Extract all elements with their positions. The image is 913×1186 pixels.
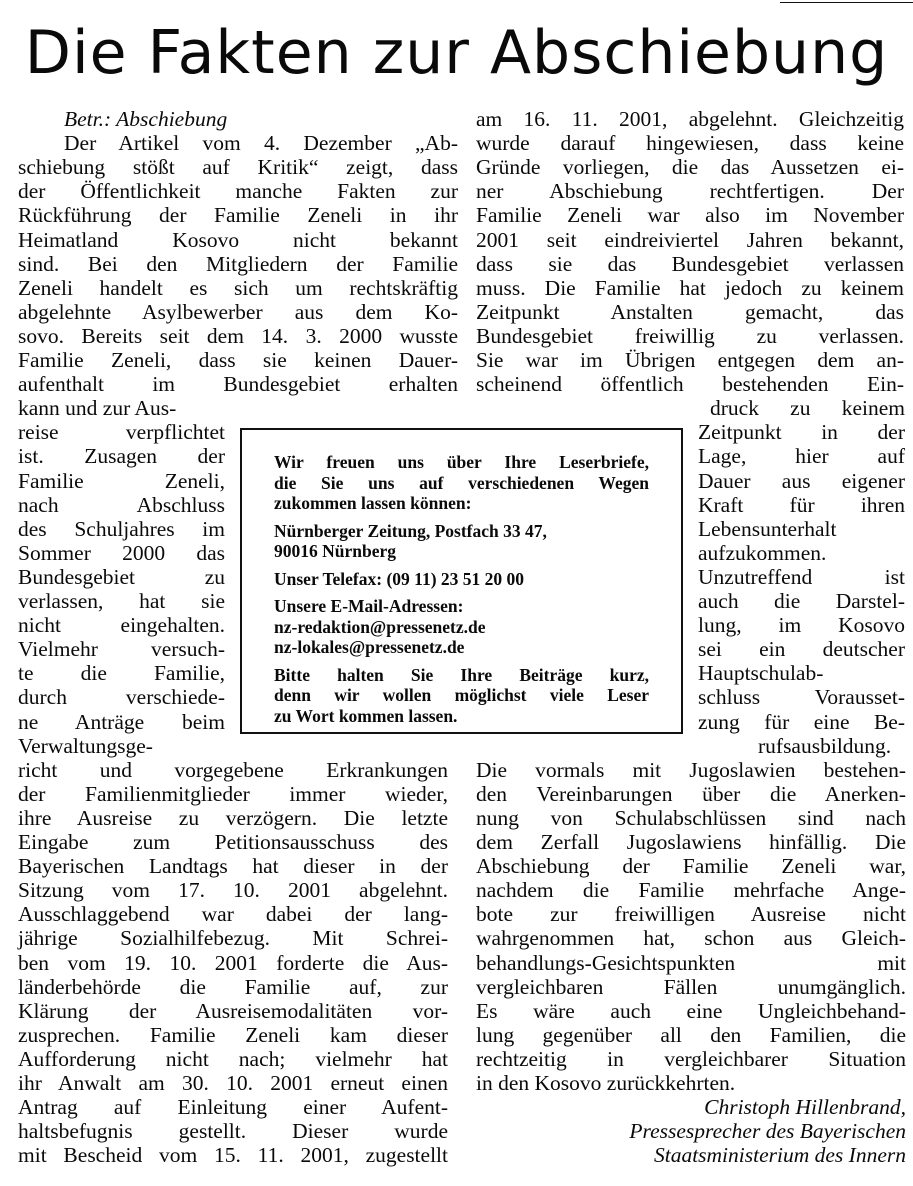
article-line: Sommer 2000 das [18, 540, 225, 565]
article-line: reise verpflichtet [18, 420, 225, 445]
article-line: Familie Zeneli war also im November [476, 203, 904, 228]
info-box-line: nz-redaktion@pressenetz.de [274, 616, 486, 637]
info-box-line: Unser Telefax: (09 11) 23 51 20 00 [274, 568, 525, 589]
article-line: bote zur freiwilligen Ausreise nicht [476, 902, 906, 927]
article-line: ihre Ausreise zu verzögern. Die letzte [18, 805, 448, 830]
article-line: Lage, hier auf [698, 444, 905, 469]
info-box-line: nz-lokales@pressenetz.de [274, 637, 465, 657]
article-line: den Vereinbarungen über die Anerken- [476, 781, 906, 806]
article-line: schiebung stößt auf Kritik“ zeigt, dass [18, 155, 458, 180]
article-line: Kraft für ihren [698, 492, 905, 517]
article-line: ner Abschiebung rechtfertigen. Der [476, 179, 904, 204]
article-line: jährige Sozialhilfebezug. Mit Schrei- [18, 926, 448, 951]
article-line: haltsbefugnis gestellt. Dieser wurde [18, 1119, 448, 1144]
article-line: rechtzeitig in vergleichbarer Situation [476, 1046, 906, 1071]
article-line: muss. Die Familie hat jedoch zu keinem [476, 275, 904, 300]
article-line: wurde darauf hingewiesen, dass keine [476, 131, 904, 156]
article-line: Zeitpunkt Anstalten gemacht, das [476, 299, 904, 324]
article-line: Lebensunterhalt [698, 516, 837, 541]
article-line: verlassen, hat sie [18, 589, 225, 613]
article-line: länderbehörde die Familie auf, zur [18, 974, 448, 999]
article-line: nachdem die Familie mehrfache Ange- [476, 878, 906, 903]
article-line: Verwaltungsge- [18, 733, 153, 758]
info-box-line: denn wir wollen möglichst viele Leser [274, 685, 649, 705]
article-line: sei ein deutscher [698, 637, 905, 662]
article-line: zusprechen. Familie Zeneli kam dieser [18, 1022, 448, 1047]
article-line: Bayerischen Landtags hat dieser in der [18, 854, 448, 879]
article-line: te die Familie, [18, 661, 225, 686]
top-rule [780, 2, 913, 3]
article-line: Sie war im Übrigen entgegen dem an- [476, 348, 904, 372]
article-line: Aufforderung nicht nach; vielmehr hat [18, 1046, 448, 1071]
article-line: wahrgenommen hat, schon aus Gleich- [476, 926, 906, 951]
info-box-line: Unsere E-Mail-Adressen: [274, 596, 464, 616]
article-line: druck zu keinem [710, 396, 905, 421]
article-line: Familie Zeneli, dass sie keinen Dauer- [18, 348, 458, 372]
article-line: nach Abschluss [18, 492, 225, 517]
article-line: Es wäre auch eine Ungleichbehand- [476, 998, 906, 1023]
article-line: durch verschiede- [18, 685, 225, 710]
article-line: dass sie das Bundesgebiet verlassen [476, 251, 904, 276]
article-line: Klärung der Ausreisemodalitäten vor- [18, 998, 448, 1023]
article-line: Staatsministerium des Innern [653, 1143, 906, 1168]
article-line: dem Zerfall Jugoslawiens hinfällig. Die [476, 830, 906, 854]
info-box-line: die Sie uns auf verschiedenen Wegen [274, 472, 649, 493]
info-box-line: zu Wort kommen lassen. [274, 705, 458, 726]
article-line: sind. Bei den Mitgliedern der Familie [18, 251, 458, 276]
article-line: Hauptschulab- [698, 661, 824, 686]
article-line: ihr Anwalt am 30. 10. 2001 erneut einen [18, 1071, 448, 1095]
reader-letters-info-box [240, 428, 683, 734]
headline: Die Fakten zur Abschiebung [24, 18, 889, 88]
article-line: in den Kosovo zurückkehrten. [476, 1071, 736, 1095]
article-line: schluss Vorausset- [698, 685, 905, 710]
article-line: behandlungs-Gesichtspunkten mit [476, 950, 906, 975]
article-line: aufenthalt im Bundesgebiet erhalten [18, 372, 458, 397]
article-line: nicht eingehalten. [18, 613, 225, 638]
article-line: ist. Zusagen der [18, 444, 225, 469]
article-line: Eingabe zum Petitionsausschuss des [18, 830, 448, 854]
article-line: aufzukommen. [698, 540, 827, 565]
article-line: Dauer aus eigener [698, 468, 905, 493]
article-line: scheinend öffentlich bestehenden Ein- [476, 372, 904, 397]
article-line: abgelehnte Asylbewerber aus dem Ko- [18, 299, 458, 324]
article-line: Betr.: Abschiebung [64, 107, 228, 131]
article-line: lung, im Kosovo [698, 613, 905, 638]
info-box-line: Bitte halten Sie Ihre Beiträge kurz, [274, 664, 649, 685]
article-line: kann und zur Aus- [18, 396, 177, 421]
info-box-line: zukommen lassen können: [274, 493, 472, 513]
article-line: Bundesgebiet zu [18, 564, 225, 589]
article-line: Der Artikel vom 4. Dezember „Ab- [64, 131, 458, 156]
article-line: rufsausbildung. [758, 733, 892, 758]
article-line: vergleichbaren Fällen unumgänglich. [476, 974, 906, 999]
article-line: Familie Zeneli, [18, 468, 225, 493]
article-line: Christoph Hillenbrand, [704, 1095, 906, 1120]
article-line: Sitzung vom 17. 10. 2001 abgelehnt. [18, 878, 448, 903]
article-line: Die vormals mit Jugoslawien bestehen- [476, 757, 906, 782]
article-line: der Familienmitglieder immer wieder, [18, 781, 448, 806]
article-line: des Schuljahres im [18, 516, 225, 541]
article-line: Abschiebung der Familie Zeneli war, [476, 854, 906, 879]
article-line: Rückführung der Familie Zeneli in ihr [18, 203, 458, 228]
article-line: 2001 seit eindreiviertel Jahren bekannt, [476, 227, 904, 252]
article-line: Zeitpunkt in der [698, 420, 905, 445]
info-box-line: Wir freuen uns über Ihre Leserbriefe, [274, 452, 649, 472]
article-line: Vielmehr versuch- [18, 637, 225, 662]
article-line: mit Bescheid vom 15. 11. 2001, zugestellt [18, 1143, 448, 1168]
article-line: Unzutreffend ist [698, 564, 905, 589]
article-line: am 16. 11. 2001, abgelehnt. Gleichzeitig [476, 107, 904, 131]
article-line: richt und vorgegebene Erkrankungen [18, 757, 448, 782]
article-line: Zeneli handelt es sich um rechtskräftig [18, 275, 458, 300]
article-line: zung für eine Be- [698, 709, 905, 734]
article-line: der Öffentlichkeit manche Fakten zur [18, 179, 458, 204]
article-line: Ausschlaggebend war dabei der lang- [18, 902, 448, 927]
article-line: auch die Darstel- [698, 589, 905, 613]
info-box-line: 90016 Nürnberg [274, 541, 397, 561]
article-line: ne Anträge beim [18, 709, 225, 734]
info-box-line: Nürnberger Zeitung, Postfach 33 47, [274, 520, 547, 541]
article-line: nung von Schulabschlüssen sind nach [476, 805, 906, 830]
article-line: ben vom 19. 10. 2001 forderte die Aus- [18, 950, 448, 975]
article-line: Gründe vorliegen, die das Aussetzen ei- [476, 155, 904, 180]
article-line: Antrag auf Einleitung einer Aufent- [18, 1095, 448, 1120]
article-line: Bundesgebiet freiwillig zu verlassen. [476, 323, 904, 348]
article-line: sovo. Bereits seit dem 14. 3. 2000 wusste [18, 323, 458, 348]
article-line: Heimatland Kosovo nicht bekannt [18, 227, 458, 252]
article-line: lung gegenüber all den Familien, die [476, 1022, 906, 1047]
article-line: Pressesprecher des Bayerischen [629, 1119, 906, 1144]
